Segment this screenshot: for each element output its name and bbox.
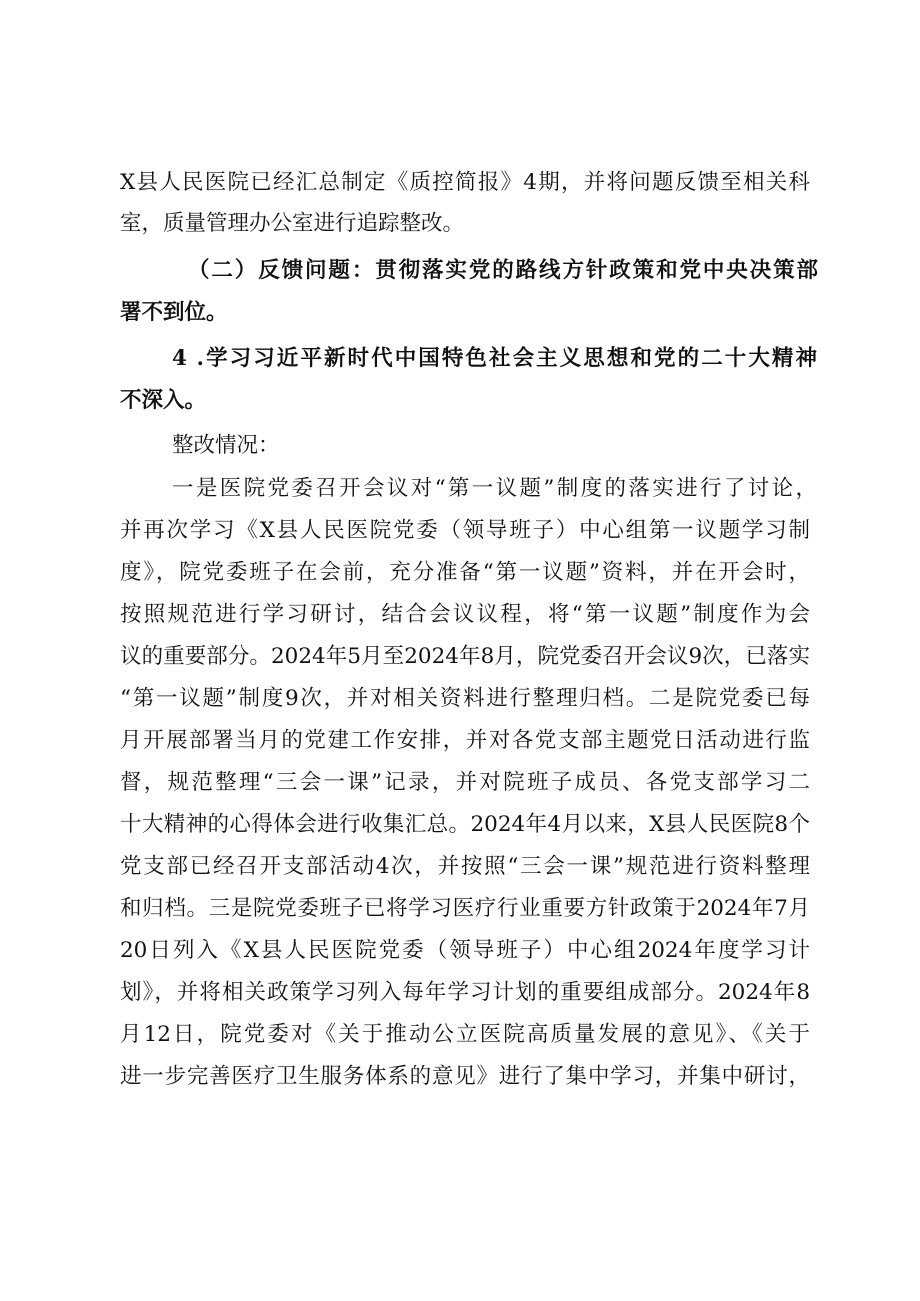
section-heading-line: （二）反馈问题：贯彻落实党的路线方针政策和党中央决策部 <box>188 258 818 283</box>
body-text-line: 划》，并将相关政策学习列入每年学习计划的重要组成部分。2024年8 <box>120 980 810 1005</box>
body-text-line: 按照规范进行学习研讨，结合会议议程，将“第一议题”制度作为会 <box>120 602 810 627</box>
rectification-label: 整改情况： <box>172 433 280 458</box>
body-text-line: 20日列入《X县人民医院党委（领导班子）中心组2024年度学习计 <box>120 938 810 963</box>
body-text-line: 室，质量管理办公室进行追踪整改。 <box>120 211 465 236</box>
body-text-line: 党支部已经召开支部活动4次，并按照“三会一课”规范进行资料整理 <box>120 854 810 879</box>
body-text-line: 并再次学习《X县人民医院党委（领导班子）中心组第一议题学习制 <box>120 518 810 543</box>
body-text-line: 月12日，院党委对《关于推动公立医院高质量发展的意见》、《关于 <box>120 1022 810 1047</box>
section-heading-line: 署不到位。 <box>120 300 228 325</box>
body-text-line: 进一步完善医疗卫生服务体系的意见》进行了集中学习，并集中研讨， <box>120 1064 810 1089</box>
body-text-line: X县人民医院已经汇总制定《质控简报》4期，并将问题反馈至相关科 <box>120 170 810 195</box>
body-text-line: “第一议题”制度9次，并对相关资料进行整理归档。二是院党委已每 <box>120 686 810 711</box>
body-text-line: 一是医院党委召开会议对“第一议题”制度的落实进行了讨论， <box>172 476 817 501</box>
item-heading-line: 不深入。 <box>120 388 207 413</box>
body-text-line: 和归档。三是院党委班子已将学习医疗行业重要方针政策于2024年7月 <box>120 896 810 921</box>
body-text-line: 十大精神的心得体会进行收集汇总。2024年4月以来，X县人民医院8个 <box>120 812 810 837</box>
item-heading-line: 4 .学习习近平新时代中国特色社会主义思想和党的二十大精神 <box>172 346 817 371</box>
body-text-line: 度》，院党委班子在会前，充分准备“第一议题”资料，并在开会时， <box>120 560 810 585</box>
body-text-line: 督，规范整理“三会一课”记录，并对院班子成员、各党支部学习二 <box>120 770 810 795</box>
body-text-line: 月开展部署当月的党建工作安排，并对各党支部主题党日活动进行监 <box>120 728 810 753</box>
body-text-line: 议的重要部分。2024年5月至2024年8月，院党委召开会议9次，已落实 <box>120 644 810 669</box>
